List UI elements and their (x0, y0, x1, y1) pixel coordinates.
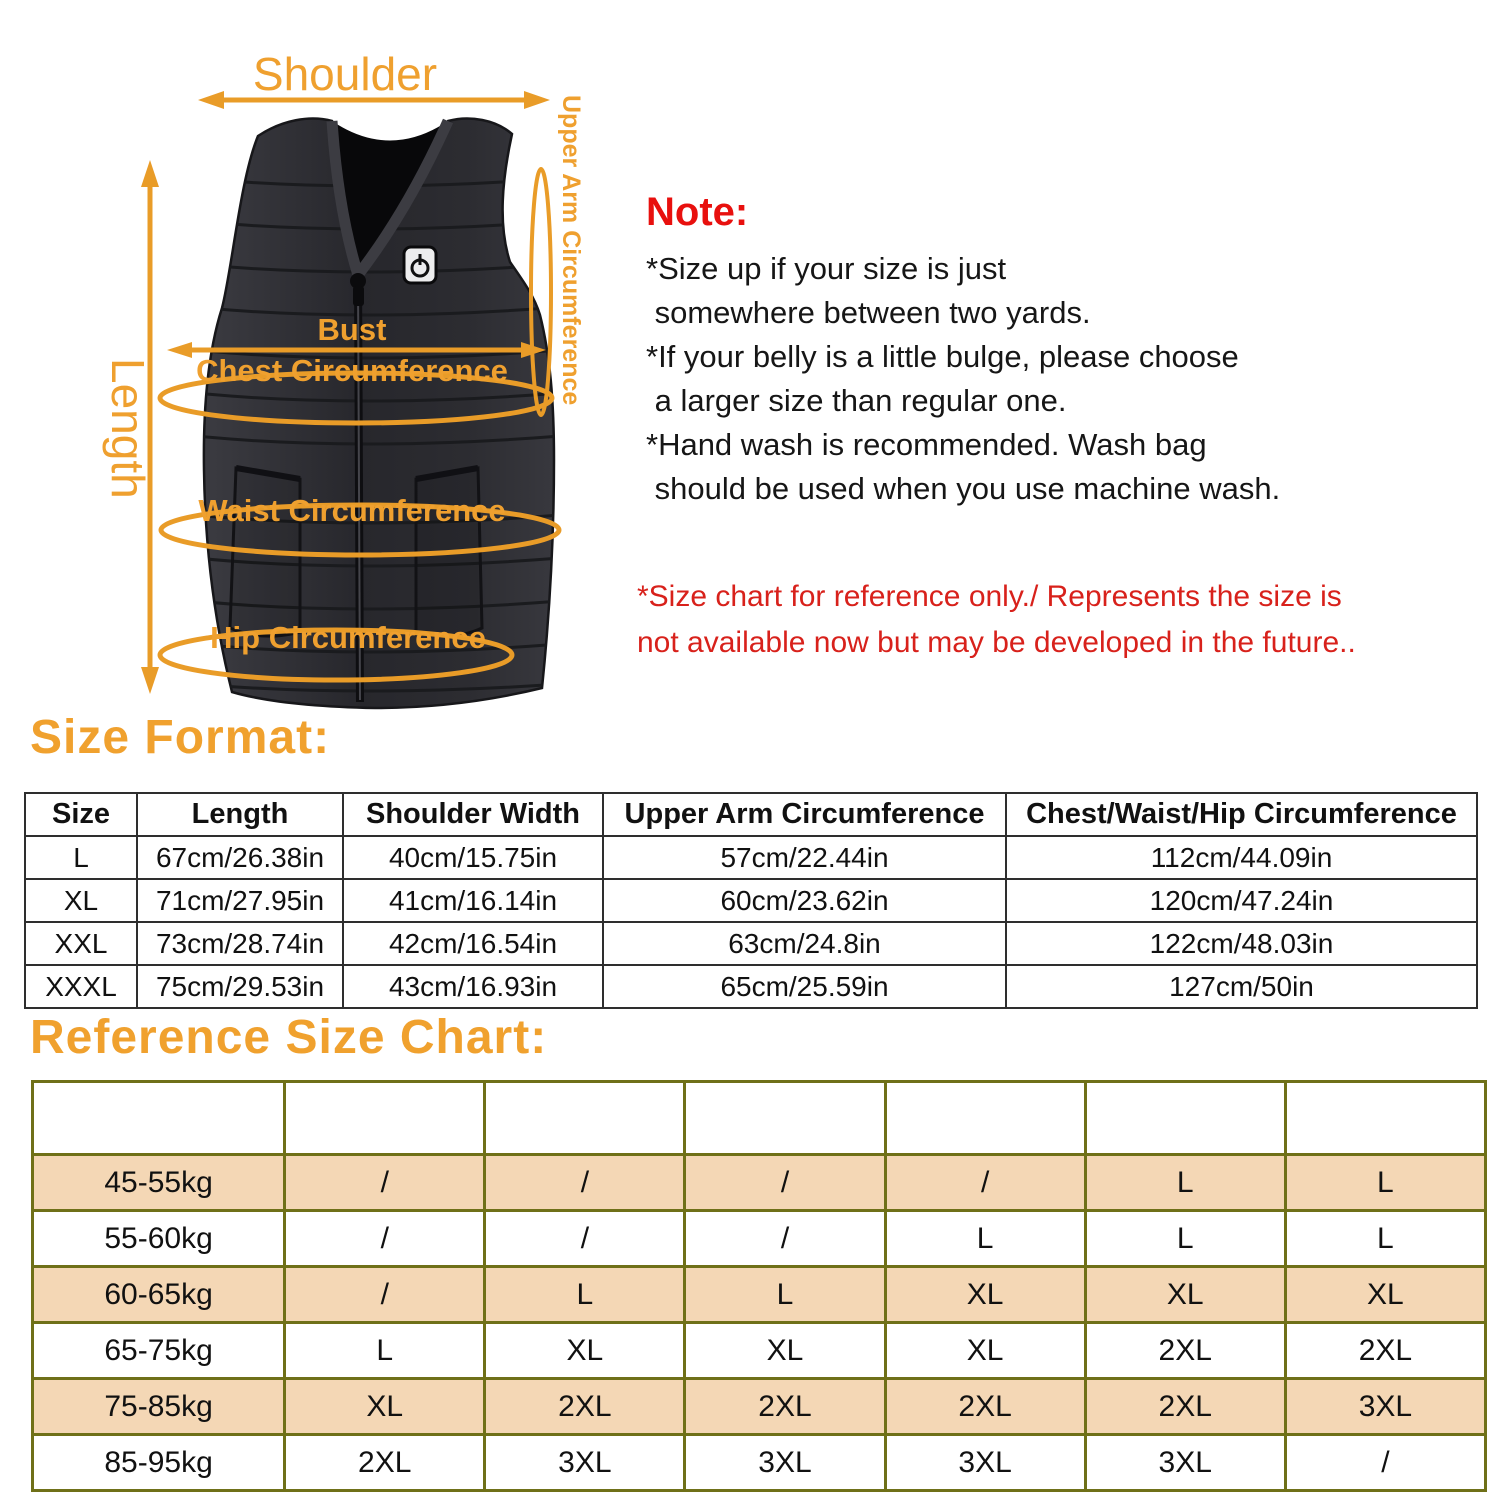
size-disclaimer (637, 574, 1477, 666)
reference_chart-col-header-6: 185-190cm (1285, 1082, 1485, 1155)
size_format-cell-3-4: 127cm/50in (1006, 965, 1477, 1008)
size_format-col-header-2: Shoulder Width (343, 793, 603, 836)
size_format-cell-0-3: 57cm/22.44in (603, 836, 1006, 879)
reference_chart-cell-3-2: XL (485, 1323, 685, 1379)
size-format-table (24, 792, 1478, 1009)
size_format-cell-2-2: 42cm/16.54in (343, 922, 603, 965)
reference_chart-cell-1-2: / (485, 1211, 685, 1267)
shoulder-label: Shoulder (252, 48, 438, 100)
vest-measurement-diagram (0, 0, 660, 720)
size_format-cell-1-2: 41cm/16.14in (343, 879, 603, 922)
reference_chart-cell-1-6: L (1285, 1211, 1485, 1267)
reference_chart-cell-5-4: 3XL (885, 1435, 1085, 1491)
reference_chart-cell-0-1: / (285, 1155, 485, 1211)
reference_chart-cell-4-2: 2XL (485, 1379, 685, 1435)
size_format-cell-3-1: 75cm/29.53in (137, 965, 343, 1008)
reference_chart-row-1 (33, 1211, 1486, 1267)
size_format-col-header-1: Length (137, 793, 343, 836)
size_format-cell-0-2: 40cm/15.75in (343, 836, 603, 879)
reference_chart-cell-4-5: 2XL (1085, 1379, 1285, 1435)
waist-circumference-label: Waist Circumference (198, 493, 506, 528)
reference_chart-cell-1-4: L (885, 1211, 1085, 1267)
reference_chart-cell-2-3: L (685, 1267, 885, 1323)
reference_chart-cell-0-5: L (1085, 1155, 1285, 1211)
note-line: a larger size than regular one. (646, 383, 1067, 418)
hip-circumference-label: Hip Circumference (210, 620, 486, 655)
reference_chart-cell-5-5: 3XL (1085, 1435, 1285, 1491)
reference_chart-cell-4-6: 3XL (1285, 1379, 1485, 1435)
reference_chart-cell-3-3: XL (685, 1323, 885, 1379)
reference-chart-heading: Reference Size Chart: (30, 1011, 548, 1064)
note-line: *If your belly is a little bulge, please choose (646, 339, 1239, 374)
note-line: somewhere between two yards. (646, 295, 1091, 330)
reference_chart-col-header-0: Weight/Height (33, 1082, 285, 1155)
reference_chart-cell-4-1: XL (285, 1379, 485, 1435)
size_format-row-2 (25, 922, 1477, 965)
reference_chart-cell-2-1: / (285, 1267, 485, 1323)
size-format-heading: Size Format: (30, 711, 331, 764)
vest-zipper-slider (353, 286, 364, 306)
reference_chart-col-header-3: 170-175cm (685, 1082, 885, 1155)
reference_chart-col-header-1: 160-165cm (285, 1082, 485, 1155)
size_format-cell-2-1: 73cm/28.74in (137, 922, 343, 965)
reference_chart-cell-1-1: / (285, 1211, 485, 1267)
reference_chart-row-0 (33, 1155, 1486, 1211)
size_format-cell-0-4: 112cm/44.09in (1006, 836, 1477, 879)
reference_chart-cell-1-0: 55-60kg (33, 1211, 285, 1267)
disclaimer-line: *Size chart for reference only./ Represents the size is (637, 580, 1342, 613)
reference_chart-cell-4-3: 2XL (685, 1379, 885, 1435)
size_format-cell-3-3: 65cm/25.59in (603, 965, 1006, 1008)
power-button-icon (404, 247, 436, 283)
reference_chart-cell-0-6: L (1285, 1155, 1485, 1211)
reference_chart-cell-4-4: 2XL (885, 1379, 1085, 1435)
size_format-row-1 (25, 879, 1477, 922)
size_format-row-0 (25, 836, 1477, 879)
size_format-row-3 (25, 965, 1477, 1008)
reference_chart-cell-5-2: 3XL (485, 1435, 685, 1491)
size_format-cell-1-4: 120cm/47.24in (1006, 879, 1477, 922)
reference_chart-row-5 (33, 1435, 1486, 1491)
reference_chart-row-3 (33, 1323, 1486, 1379)
reference_chart-cell-5-3: 3XL (685, 1435, 885, 1491)
reference_chart-cell-5-0: 85-95kg (33, 1435, 285, 1491)
size_format-cell-1-3: 60cm/23.62in (603, 879, 1006, 922)
chest-circumference-label: Chest Circumference (196, 353, 508, 388)
note-line: should be used when you use machine wash. (646, 471, 1281, 506)
size-format-header-row (25, 793, 1477, 836)
reference-chart-header-row (33, 1082, 1486, 1155)
reference_chart-cell-2-2: L (485, 1267, 685, 1323)
reference_chart-cell-0-4: / (885, 1155, 1085, 1211)
reference_chart-cell-5-6: / (1285, 1435, 1485, 1491)
size_format-col-header-3: Upper Arm Circumference (603, 793, 1006, 836)
size_format-col-header-0: Size (25, 793, 137, 836)
reference_chart-cell-1-5: L (1085, 1211, 1285, 1267)
size_format-cell-3-2: 43cm/16.93in (343, 965, 603, 1008)
note-title: Note: (646, 190, 749, 234)
reference_chart-col-header-5: 180-185cm (1085, 1082, 1285, 1155)
size_format-cell-0-1: 67cm/26.38in (137, 836, 343, 879)
note-section (646, 190, 1476, 511)
size_format-cell-3-0: XXXL (25, 965, 137, 1008)
reference_chart-row-4 (33, 1379, 1486, 1435)
reference_chart-cell-2-5: XL (1085, 1267, 1285, 1323)
reference_chart-cell-0-0: 45-55kg (33, 1155, 285, 1211)
size_format-cell-2-4: 122cm/48.03in (1006, 922, 1477, 965)
reference_chart-cell-5-1: 2XL (285, 1435, 485, 1491)
reference_chart-cell-2-6: XL (1285, 1267, 1485, 1323)
size_format-cell-2-3: 63cm/24.8in (603, 922, 1006, 965)
reference-size-chart-table (31, 1080, 1487, 1492)
reference_chart-cell-3-4: XL (885, 1323, 1085, 1379)
reference_chart-row-2 (33, 1267, 1486, 1323)
disclaimer-line: not available now but may be developed in the future.. (637, 626, 1356, 659)
reference_chart-cell-3-0: 65-75kg (33, 1323, 285, 1379)
reference_chart-cell-1-3: / (685, 1211, 885, 1267)
reference_chart-cell-0-3: / (685, 1155, 885, 1211)
bust-label: Bust (317, 312, 387, 347)
reference_chart-cell-0-2: / (485, 1155, 685, 1211)
upper-arm-label: Upper Arm Circumference (557, 95, 585, 406)
reference_chart-cell-4-0: 75-85kg (33, 1379, 285, 1435)
size_format-cell-2-0: XXL (25, 922, 137, 965)
size_format-cell-1-1: 71cm/27.95in (137, 879, 343, 922)
size_format-col-header-4: Chest/Waist/Hip Circumference (1006, 793, 1477, 836)
size_format-cell-1-0: XL (25, 879, 137, 922)
reference_chart-cell-3-6: 2XL (1285, 1323, 1485, 1379)
size_format-cell-0-0: L (25, 836, 137, 879)
reference_chart-col-header-4: 175-180cm (885, 1082, 1085, 1155)
reference_chart-col-header-2: 165-170cm (485, 1082, 685, 1155)
length-label: Length (102, 358, 154, 499)
reference_chart-cell-2-4: XL (885, 1267, 1085, 1323)
reference_chart-cell-3-1: L (285, 1323, 485, 1379)
reference_chart-cell-3-5: 2XL (1085, 1323, 1285, 1379)
note-line: *Hand wash is recommended. Wash bag (646, 427, 1207, 462)
reference_chart-cell-2-0: 60-65kg (33, 1267, 285, 1323)
note-line: *Size up if your size is just (646, 251, 1007, 286)
